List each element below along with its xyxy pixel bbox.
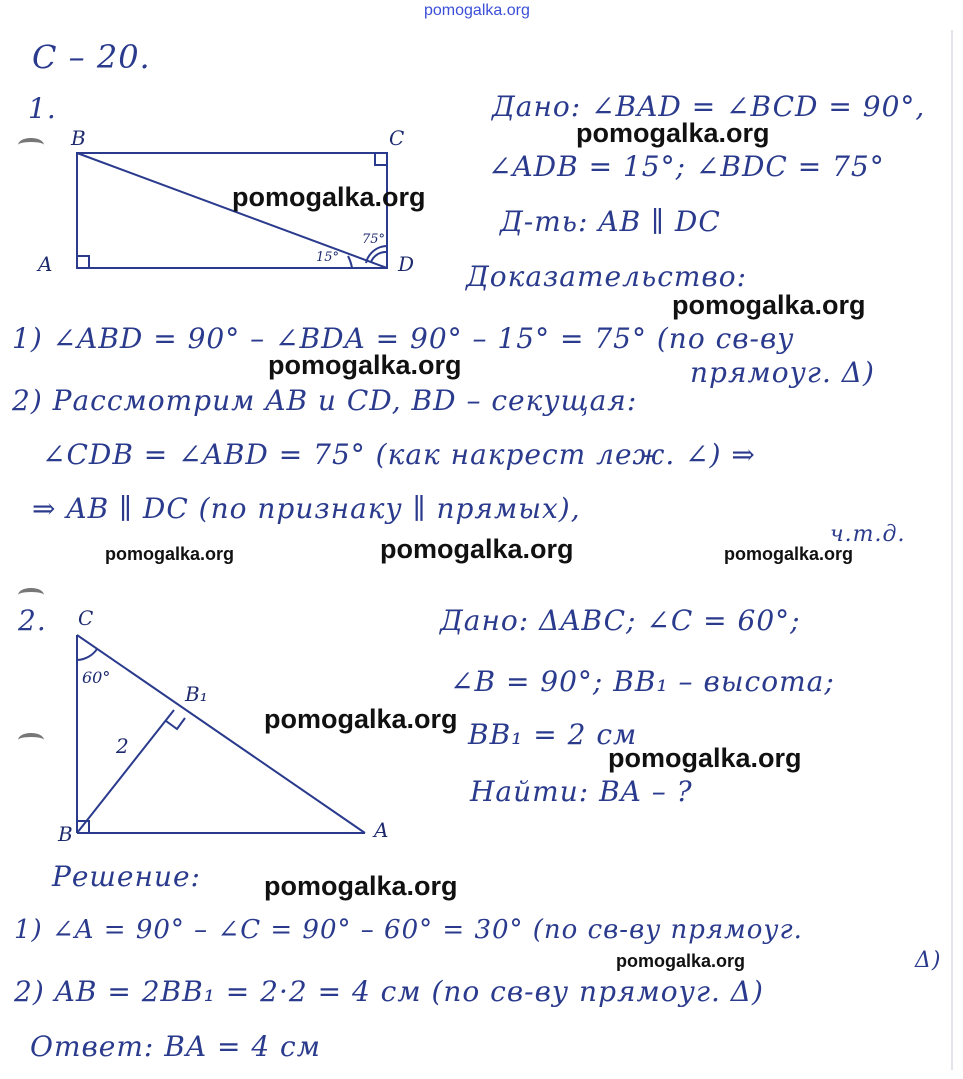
- watermark: pomogalka.org: [616, 951, 746, 971]
- angle-60-arc: [77, 649, 97, 660]
- vertex-c-2: C: [78, 606, 94, 630]
- task1-prove: Д-ть: AB ∥ DC: [500, 205, 721, 238]
- task1-step1-cont: прямоуг. Δ): [690, 356, 875, 389]
- vertex-c: C: [389, 126, 405, 150]
- watermark: pomogalka.org: [268, 350, 462, 380]
- task1-step4: ⇒ AB ∥ DC (по признаку ∥ прямых),: [32, 492, 581, 525]
- task2-given-line1: Дано: ΔABC; ∠C = 60°;: [440, 604, 801, 637]
- task2-solution-title: Решение:: [52, 860, 201, 893]
- vertex-d: D: [398, 252, 415, 276]
- task1-proof-title: Доказательство:: [466, 260, 748, 293]
- task1-given-line1: Дано: ∠BAD = ∠BCD = 90°,: [492, 90, 926, 123]
- task1-given-line2: ∠ADB = 15°; ∠BDC = 75°: [488, 150, 885, 183]
- task2-number: 2.: [18, 604, 47, 637]
- task1-number: 1.: [28, 92, 57, 125]
- watermark: pomogalka.org: [608, 743, 802, 773]
- watermark: pomogalka.org: [264, 871, 458, 901]
- vertex-b: B: [71, 126, 86, 150]
- watermark-top: pomogalka.org: [424, 2, 530, 19]
- task1-step2: 2) Рассмотрим AB и CD, BD – секущая:: [12, 384, 638, 417]
- right-angle-b1-mark: [166, 718, 185, 729]
- task2-answer: Ответ: BA = 4 см: [30, 1030, 321, 1063]
- task2-find: Найти: BA – ?: [470, 775, 693, 808]
- task2-given-line2: ∠B = 90°; BB₁ – высота;: [450, 665, 835, 698]
- altitude-bb1: [77, 710, 174, 833]
- watermark: pomogalka.org: [232, 182, 426, 212]
- watermark: pomogalka.org: [105, 544, 235, 564]
- watermark: pomogalka.org: [264, 704, 458, 734]
- angle-60-label: 60°: [82, 668, 111, 687]
- watermark: pomogalka.org: [672, 290, 866, 320]
- watermark: pomogalka.org: [576, 118, 770, 148]
- vertex-a: A: [38, 252, 53, 276]
- angle-15-label: 15°: [316, 250, 340, 265]
- task1-step3: ∠CDB = ∠ABD = 75° (как накрест леж. ∠) ⇒: [42, 438, 756, 471]
- task2-step1: 1) ∠A = 90° – ∠C = 90° – 60° = 30° (по св-ву прямоуг.: [14, 915, 803, 945]
- watermark: pomogalka.org: [380, 534, 574, 564]
- task2-step1-cont: Δ): [915, 948, 942, 973]
- vertex-a-2: A: [374, 818, 389, 842]
- vertex-b-2: B: [58, 822, 73, 846]
- task2-step2: 2) AB = 2BB₁ = 2·2 = 4 см (по св-ву прямоуг. Δ): [14, 975, 764, 1008]
- vertex-b1: B₁: [185, 682, 208, 706]
- task1-step1: 1) ∠ABD = 90° – ∠BDA = 90° – 15° = 75° (по св-ву: [12, 322, 795, 355]
- page-header: С – 20.: [32, 38, 151, 76]
- altitude-length-label: 2: [116, 734, 129, 758]
- angle-75-label: 75°: [362, 232, 386, 247]
- watermark: pomogalka.org: [724, 544, 854, 564]
- task2-given-line3: BB₁ = 2 см: [468, 718, 638, 751]
- task1-qed: ч.т.д.: [830, 522, 906, 547]
